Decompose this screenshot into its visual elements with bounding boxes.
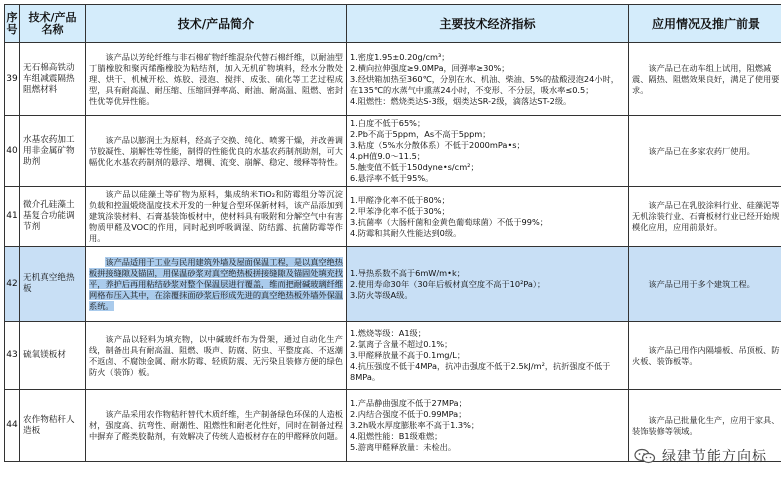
header-name: 技术/产品名称 [20,5,86,43]
indicator-line: 3.2h吸水厚度膨胀率不高于1.3%； [350,420,480,430]
row-number: 41 [5,187,20,247]
row-number: 40 [5,116,20,187]
row-name: 无机真空绝热板 [20,247,86,322]
watermark-text: 绿建节能方向标 [662,449,767,465]
row-indicators [347,322,629,390]
row-intro [86,247,347,322]
row-application: 该产品已用作内隔墙板、吊顶板、防火板、装饰板等。 [629,322,781,390]
row-indicators [347,247,629,322]
indicator-line: 2.氯离子含量不超过0.1%； [350,339,453,349]
row-intro: 该产品以芳纶纤维与非石棉矿物纤维混杂代替石棉纤维，以耐油型丁腈橡胶和聚丙烯酯橡胶为粘结剂，加入无机矿物填料，经水分散处理、烘干、机械开松、炼胶、浸泡、搅拌、成张、硫化等工艺过程成型，具有耐高温、耐压缩、压缩回弹率高、耐油、耐高温、阻燃、密封性优等优异性能。 [86,43,347,116]
row-application: 该产品已批量化生产，应用于家具、装饰装修等领域。 [629,390,781,462]
row-name: 硫氧镁板材 [20,322,86,390]
indicator-line: 2.横向拉伸强度≥9.0MPa，回弹率≥30%； [350,62,510,73]
indicator-line: 3.抗菌率（大肠杆菌和金黄色葡萄球菌）不低于99%； [350,216,548,227]
indicator-line: 3.甲醛释放量不高于0.1mg/L； [350,350,466,360]
row-name: 农作物秸秆人造板 [20,390,86,462]
indicator-line: 1.产品静曲强度不低于27MPa； [350,398,467,408]
indicator-line: 4.pH值9.0～11.5； [350,151,425,161]
indicator-line: 5.游离甲醛释放量：未检出。 [350,442,457,452]
row-application: 该产品已在多家农药厂使用。 [629,116,781,187]
table-row [5,322,781,390]
row-intro: 该产品以膨润土为原料，经高子交换、纯化、喷雾干燥，并改善调节胶凝性、崩解性等性能，制得的性能优良的水基农药制剂助剂，可大幅优化水基农药制剂的悬浮、增稠、流变、崩解、稳定、缓释等特性。 [86,116,347,187]
row-number: 39 [5,43,20,116]
table-row [5,187,781,247]
table-row [5,43,781,116]
row-indicators [347,43,629,116]
header-application: 应用情况及推广前景 [629,5,781,43]
indicator-line: 1.白度不低于65%； [350,118,426,128]
row-name: 无石棉高铁动车组减震隔热阻燃材料 [20,43,86,116]
indicator-line: 6.悬浮率不低于95%。 [350,173,434,183]
indicator-line: 1.燃烧等级：A1级； [350,328,426,338]
indicator-line: 5.触变值不低于150dyne•s/cm²； [350,162,479,172]
row-intro: 该产品以轻料为填充物，以中碱玻纤布为骨架，通过自动化生产线，制备出具有耐高温、阻燃、吸声、防腐、防虫、平整度高、不返潮不返卤、不腐蚀金属、耐水防霉、轻质防震、无污染且装修方便的绿色防火（装饰）板。 [86,322,347,390]
indicator-line: 1.甲醛净化率不低于80%； [350,194,450,205]
table-header-row [5,5,781,43]
row-indicators [347,187,629,247]
indicator-line: 1.密度1.95±0.20g/cm³； [350,51,450,62]
indicator-line: 4.防霉和其耐久性能达到0级。 [350,227,462,238]
table-row [5,116,781,187]
indicator-line: 3.经烘箱加热至360℃，分别在水、机油、柴油、5%的盐酸浸泡24小时，在135℃的水蒸气中熏蒸24小时，不变形、不分层，吸水率≤0.5； [350,73,619,95]
row-name: 水基农药加工用非金属矿物助剂 [20,116,86,187]
indicator-line: 2.内结合强度不低于0.99MPa； [350,409,467,419]
highlighted-text: 该产品适用于工业与民用建筑外墙及屋面保温工程，是以真空绝热板拼接缝隙及锚固，用保温砂浆对真空绝热板拼接缝隙及锚固处填充找平，养护后再用粘结砂浆对整个保温层进行覆盖，维而把耐碱玻璃纤维网格布压入其中，在涂覆抹面砂浆后形成先进的真空绝热板外墙外保温系统。 [89,256,343,311]
technology-table [4,4,781,462]
indicator-line: 2.使用寿命30年（30年后板材真空度不高于10²Pa）； [350,278,546,289]
indicator-line: 2.甲苯净化率不低于30%； [350,205,450,216]
indicator-line: 4.抗压强度不低于4MPa，抗冲击强度不低于2.5kJ/m²，抗折强度不低于8MPa。 [350,361,611,382]
header-no: 序号 [5,5,20,43]
indicator-line: 1.导热系数不高于6mW/m•k； [350,267,465,278]
indicator-line: 4.阻燃性能：B1级难燃； [350,431,443,441]
indicator-line: 3.防火等级A级。 [350,289,413,300]
wechat-bubble-icon [634,448,656,464]
row-number: 43 [5,322,20,390]
watermark [634,446,767,466]
row-name: 微介孔硅藻土基复合功能调节剂 [20,187,86,247]
indicator-line: 4.阻燃性：燃烧类达S-3级，烟类达SR-2级，滴落达ST-2级。 [350,95,572,106]
row-indicators [347,390,629,462]
indicator-line: 3.粘度（5%水分散体系）不低于2000mPa•s； [350,140,525,150]
header-intro: 技术/产品简介 [86,5,347,43]
table-row-highlighted [5,247,781,322]
row-application: 该产品已在乳胶涂料行业、硅藻泥等无机涂装行业、石膏板材行业已经开始规模化应用，应用前景好。 [629,187,781,247]
row-number: 42 [5,247,20,322]
row-intro: 该产品采用农作物秸秆替代木质纤维，生产制备绿色环保的人造板材，强度高、抗弯性、耐潮性、阻燃性和耐老化性好，同时在制备过程中摒弃了醛类胶黏剂，有效解决了传统人造板材存在的甲醛释放问题。 [86,390,347,462]
header-indicators: 主要技术经济指标 [347,5,629,43]
row-application: 该产品已用于多个建筑工程。 [629,247,781,322]
row-application: 该产品已在动车组上试用，阻燃减震、隔热、阻燃效果良好，满足了使用要求。 [629,43,781,116]
row-number: 44 [5,390,20,462]
row-intro: 该产品以硅藻土等矿物为原料，集成纳米TiO₂和防霉组分等沉淀负载和控温煅烧温度技术开发的一种复合型环保新材料，该产品添加到建筑涂装材料、石膏基装饰板材中，使材料具有吸附和分解空气中有害物质甲醛及VOC的作用，同时起到呼吸调湿、防结露、抗菌防霉等作用。 [86,187,347,247]
row-indicators [347,116,629,187]
indicator-line: 2.Pb不高于5ppm，As不高于5ppm； [350,129,491,139]
